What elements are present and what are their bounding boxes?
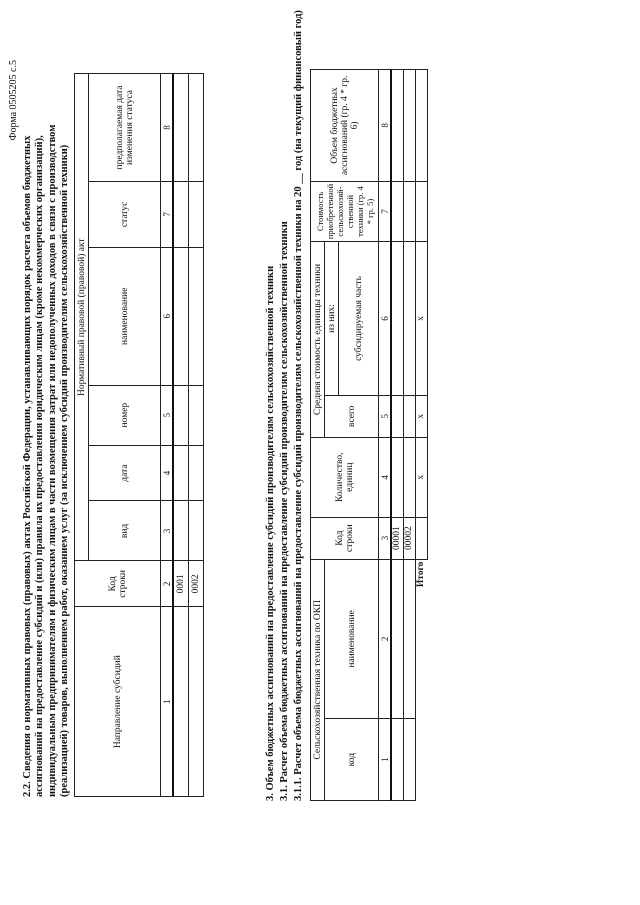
section-3-1-title: 3.1. Расчет объема бюджетных ассигнований на предоставление субсидий производителям сельскохозяйственной техники [279, 221, 290, 801]
cell[interactable] [173, 181, 188, 247]
section-2-2-title: 2.2. Сведения о нормативных правовых (правовых) актах Российской Федерации, устанавливающих порядок расчета объемов бюджетных ассигнований на предоставление субсидий и (или) правила их предоставления юридическим лицам (кроме некоммерческих организаций), индивидуальным предпринимателям и физическим лицам в части возмещения затрат или недополученных доходов в связи с производством (реализацией) товаров, выполнением работ, оказанием услуг (за исключением субсидий производителям сельскохозяйственной техники) [22, 124, 70, 797]
col-number: 1 [379, 719, 392, 801]
header-volume: Объем бюджетных ассигнований (гр. 4 * гр. 6) [311, 70, 379, 182]
cell[interactable] [403, 70, 415, 182]
row-code: 0001 [173, 561, 188, 607]
cell[interactable] [173, 501, 188, 561]
cell[interactable] [415, 70, 427, 182]
cell[interactable] [188, 181, 203, 247]
row-code: 00001 [391, 517, 403, 559]
cell[interactable] [188, 74, 203, 182]
cell[interactable] [403, 559, 415, 719]
col-number: 4 [161, 445, 174, 501]
cell[interactable] [188, 445, 203, 501]
total-label: Итого [416, 561, 427, 588]
table-row [188, 74, 203, 797]
header-name: наименование [325, 559, 379, 719]
cell[interactable] [391, 437, 403, 517]
row-code: 0002 [188, 561, 203, 607]
cell[interactable] [188, 385, 203, 445]
col-number: 6 [161, 247, 174, 385]
col-number: 8 [379, 70, 392, 182]
cell[interactable] [403, 719, 415, 801]
col-number: 2 [161, 561, 174, 607]
x-mark: x [415, 395, 427, 437]
col-number: 3 [379, 517, 392, 559]
col-number: 8 [161, 74, 174, 182]
section-3-1-1-title: 3.1.1. Расчет объема бюджетных ассигнований на предоставление субсидий производителям сельскохозяйственной техники на 20 __ год (на текущий финансовый год) [293, 10, 304, 801]
cell[interactable] [415, 181, 427, 241]
header-expected-date: предполагаемая дата изменения статуса [89, 74, 161, 182]
cell[interactable] [188, 501, 203, 561]
header-cost: Стоимость приобретенной сельскохозяй-ственной техники (гр. 4 * гр. 5) [311, 181, 379, 241]
cell[interactable] [403, 242, 415, 396]
cell[interactable] [391, 181, 403, 241]
header-number: номер [89, 385, 161, 445]
col-number: 2 [379, 559, 392, 719]
col-number: 6 [379, 242, 392, 396]
cell[interactable] [173, 247, 188, 385]
normative-acts-table [74, 73, 204, 797]
cell[interactable] [188, 247, 203, 385]
cell[interactable] [391, 242, 403, 396]
header-okp: Сельскохозяйственная техника по ОКП [311, 559, 325, 800]
form-code: Форма 0505205 с.5 [8, 60, 19, 141]
total-row [415, 70, 427, 801]
cell[interactable] [391, 70, 403, 182]
header-code: код [325, 719, 379, 801]
col-number: 5 [161, 385, 174, 445]
col-number: 3 [161, 501, 174, 561]
header-type: вид [89, 501, 161, 561]
cell[interactable] [403, 181, 415, 241]
header-total: всего [325, 395, 379, 437]
header-of-which: из них: [325, 242, 339, 396]
cell[interactable] [403, 395, 415, 437]
x-mark: x [415, 437, 427, 517]
cell[interactable] [391, 719, 403, 801]
header-direction: Направление субсидий [75, 607, 161, 797]
cell[interactable] [391, 559, 403, 719]
cell [415, 517, 427, 559]
header-subsidized: субсидируемая часть [339, 242, 379, 396]
table-row [403, 70, 415, 801]
table-row [391, 70, 403, 801]
header-act: Нормативный правовой (правовой) акт [75, 74, 89, 561]
cell[interactable] [173, 74, 188, 182]
cell[interactable] [403, 437, 415, 517]
cell[interactable] [391, 395, 403, 437]
section-3-title: 3. Объем бюджетных ассигнований на предоставление субсидий производителям сельскохозяйственной техники [265, 265, 276, 801]
cell[interactable] [188, 607, 203, 797]
cell[interactable] [173, 445, 188, 501]
col-number: 7 [161, 181, 174, 247]
subsidy-calculation-table [310, 69, 428, 801]
header-name: наименование [89, 247, 161, 385]
col-number: 5 [379, 395, 392, 437]
col-number: 7 [379, 181, 392, 241]
row-code: 00002 [403, 517, 415, 559]
table-row [173, 74, 188, 797]
header-date: дата [89, 445, 161, 501]
cell[interactable] [173, 385, 188, 445]
col-number: 1 [161, 607, 174, 797]
header-status: статус [89, 181, 161, 247]
header-row-code: Код строки [311, 517, 379, 559]
col-number: 4 [379, 437, 392, 517]
header-avg-cost: Средняя стоимость единицы техники [311, 242, 325, 438]
header-row-code: Код строки [75, 561, 161, 607]
cell[interactable] [173, 607, 188, 797]
header-quantity: Количество, единиц [311, 437, 379, 517]
x-mark: x [415, 242, 427, 396]
